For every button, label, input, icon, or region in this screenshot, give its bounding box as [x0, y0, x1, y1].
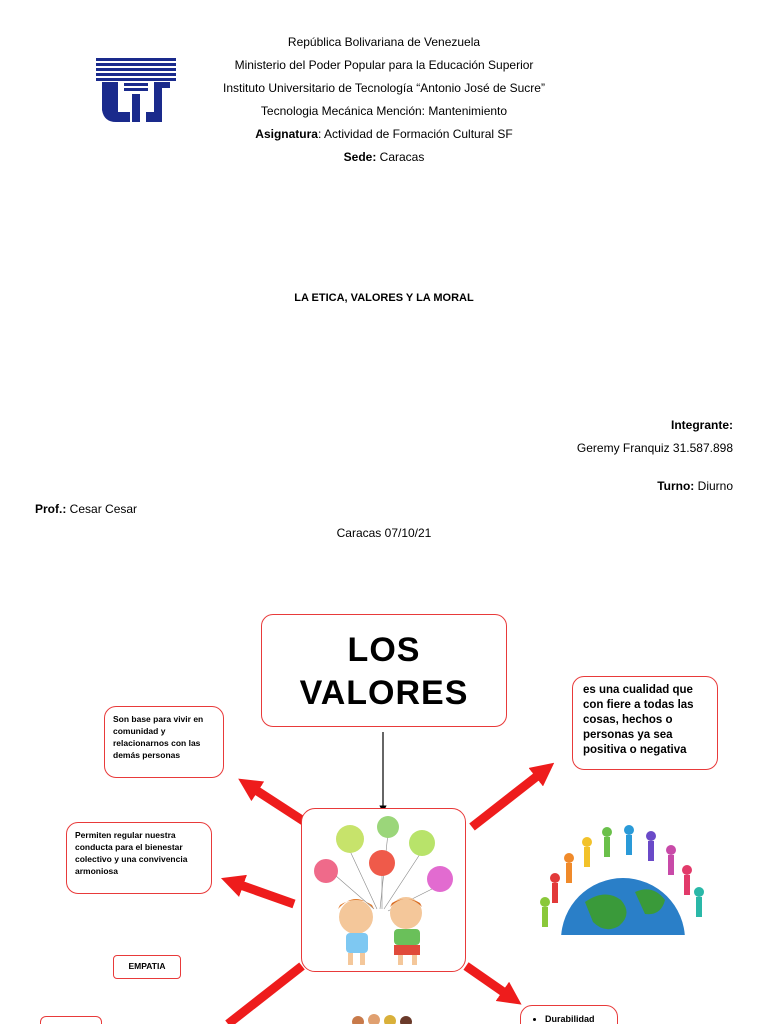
header-institute: Instituto Universitario de Tecnología “Antonio José de Sucre” [223, 81, 545, 95]
purpose-box-conduct: Permiten regular nuestra conducta para el bienestar colectivo y una convivencia armoniosa [66, 822, 212, 894]
shift-label: Turno: [657, 479, 695, 493]
professor-label: Prof.: [35, 502, 67, 516]
purpose-box-community: Son base para vivir en comunidad y relacionarnos con las demás personas [104, 706, 224, 778]
durability-item: • Durabilidad [545, 1014, 605, 1024]
campus-value: Caracas [376, 150, 425, 164]
values-illustration [301, 808, 466, 972]
arrow-to-box-a [248, 785, 305, 822]
header-campus [0, 150, 768, 164]
durability-box [520, 1005, 618, 1024]
main-concept-box [261, 614, 507, 727]
professor [35, 502, 137, 516]
campus-label: Sede: [343, 150, 377, 164]
subject-value: : Actividad de Formación Cultural SF [317, 127, 513, 141]
shift-value: Diurno [694, 479, 733, 493]
arrow-to-bottom-left [228, 966, 302, 1024]
bottom-left-box [40, 1016, 102, 1024]
place-date: Caracas 07/10/21 [336, 526, 432, 540]
arrow-to-box-b [232, 882, 294, 904]
empathy-box: EMPATIA [113, 955, 181, 979]
header-ministry: Ministerio del Poder Popular para la Educación Superior [234, 58, 534, 72]
header-career: Tecnologia Mecánica Mención: Mantenimiento [260, 104, 508, 118]
definition-box: es una cualidad que con fiere a todas las cosas, hechos o personas ya sea positiva o negativa [572, 676, 718, 770]
subject-label: Asignatura [255, 127, 318, 141]
member-label: Integrante: [670, 418, 733, 432]
arrow-to-definition [472, 770, 545, 827]
main-concept-line2: VALORES [299, 674, 469, 712]
main-concept-line1: LOS [347, 631, 421, 669]
header-subject [0, 127, 768, 141]
globe-people-image [535, 822, 711, 935]
children-balloons-image [302, 809, 466, 972]
shift [657, 479, 733, 493]
professor-value: Cesar Cesar [66, 502, 138, 516]
document-title: LA ETICA, VALORES Y LA MORAL [294, 292, 474, 304]
people-partial-image [348, 1012, 420, 1024]
header-republic: República Bolivariana de Venezuela [287, 35, 481, 49]
arrow-to-durability [466, 966, 512, 998]
member-name: Geremy Franquiz 31.587.898 [576, 441, 733, 455]
